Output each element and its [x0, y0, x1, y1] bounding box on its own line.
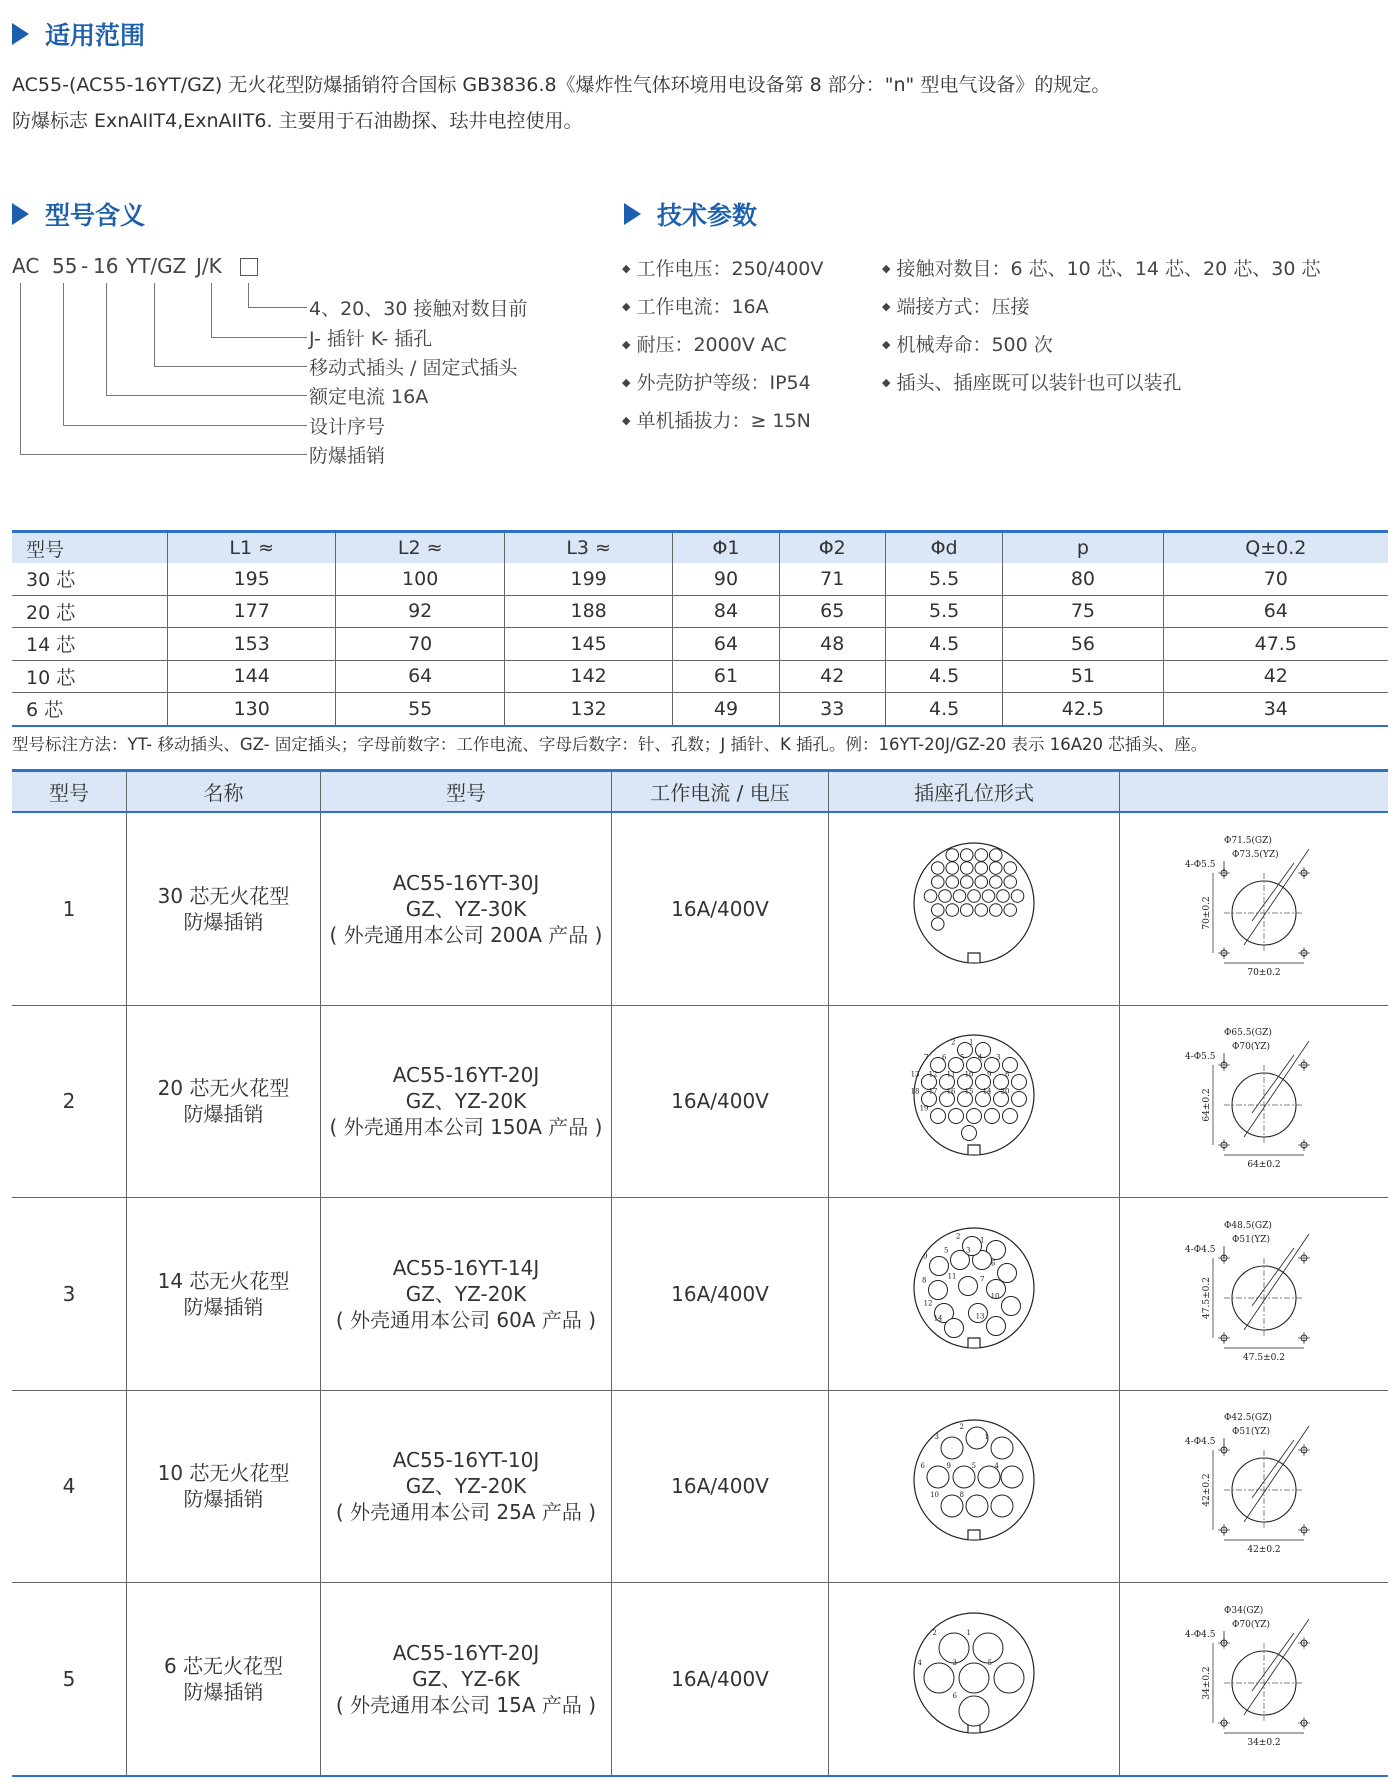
pin-hole	[991, 1495, 1013, 1517]
model-label: J- 插针 K- 插孔	[309, 328, 433, 350]
pin-hole	[975, 875, 988, 888]
table-cell: 51	[1003, 660, 1163, 693]
dimension-label: Φ51(YZ)	[1232, 1427, 1271, 1438]
dimension-label: 4-Φ4.5	[1185, 1629, 1216, 1640]
product-number: 5	[12, 1583, 127, 1776]
pin-label: 3	[996, 1053, 1001, 1062]
scope-title: 适用范围	[12, 16, 145, 52]
pin-label: 6	[920, 1462, 925, 1471]
column-header: 插座孔位形式	[829, 771, 1120, 813]
pin-hole	[959, 1696, 989, 1726]
socket-outline	[914, 843, 1034, 963]
dimension-label: Φ70(YZ)	[1232, 1619, 1271, 1630]
table-cell: 100	[336, 563, 504, 595]
table-cell: 55	[336, 693, 504, 726]
table-row	[12, 1198, 1388, 1391]
pin-hole	[968, 889, 981, 902]
pin-hole	[1002, 1296, 1021, 1315]
table-cell: 64	[336, 660, 504, 693]
code-placeholder-box	[240, 258, 258, 276]
column-header: Q±0.2	[1163, 532, 1388, 564]
dimension-table	[12, 530, 1388, 727]
pin-label: 3	[966, 1246, 971, 1255]
mounting-drawing	[1120, 812, 1389, 1005]
pin-label: 13	[975, 1312, 985, 1321]
pin-label: 18	[910, 1087, 920, 1096]
pin-label: 13	[910, 1070, 920, 1079]
diamond-bullet-icon: ◆	[882, 338, 891, 351]
pin-label: 4	[978, 1053, 983, 1062]
column-header: 型号	[12, 771, 127, 813]
socket-pin-layout	[829, 812, 1120, 1005]
socket-face-diagram	[899, 1408, 1049, 1558]
tech-param-item: ◆ 工作电流：16A	[622, 296, 769, 318]
pin-label: 9	[946, 1462, 951, 1471]
product-number: 4	[12, 1390, 127, 1583]
socket-pin-layout	[829, 1005, 1120, 1198]
table-cell: 75	[1003, 595, 1163, 628]
pin-hole	[960, 903, 973, 916]
table-row	[12, 1583, 1388, 1776]
pin-hole	[1004, 861, 1017, 874]
product-model: AC55-16YT-10J GZ、YZ-20K ( 外壳通用本公司 25A 产品 )	[321, 1390, 612, 1583]
pin-label: 4	[994, 1462, 999, 1471]
pin-hole	[931, 861, 944, 874]
socket-pin-layout	[829, 1583, 1120, 1776]
mounting-drawing	[1120, 1198, 1389, 1391]
pin-label: 2	[959, 1423, 964, 1432]
table-cell: 5.5	[885, 563, 1002, 595]
pin-label: 11	[947, 1272, 957, 1281]
pin-hole	[989, 861, 1002, 874]
model-meaning-title: 型号含义	[12, 196, 145, 232]
table-cell: 70	[1163, 563, 1388, 595]
table-cell: 42	[779, 660, 885, 693]
pin-hole	[931, 917, 944, 930]
pin-label: 2	[932, 1628, 937, 1637]
dimension-label: Φ73.5(YZ)	[1232, 849, 1279, 860]
table-cell: 142	[504, 660, 672, 693]
product-current-voltage: 16A/400V	[612, 1005, 829, 1198]
dimension-label: Φ70(YZ)	[1232, 1042, 1271, 1053]
pin-label: 5	[971, 1462, 976, 1471]
pin-hole	[1003, 1109, 1018, 1124]
model-note: 型号标注方法：YT- 移动插头、GZ- 固定插头；字母前数字：工作电流、字母后数字：针、孔数；J 插针、K 插孔。例：16YT-20J/GZ-20 表示 16A20 芯插头、座。	[12, 735, 1208, 754]
table-cell: 61	[673, 660, 779, 693]
code-16: 16	[93, 254, 119, 278]
pin-label: 9	[987, 1070, 992, 1079]
dimension-label: Φ48.5(GZ)	[1224, 1220, 1272, 1231]
table-cell: 49	[673, 693, 779, 726]
pin-label: 9	[923, 1252, 928, 1261]
pin-hole	[1012, 1075, 1027, 1090]
pin-hole	[931, 875, 944, 888]
dimension-label: Φ71.5(GZ)	[1224, 835, 1272, 846]
pin-hole	[998, 1263, 1017, 1282]
tech-param-item: ◆ 外壳防护等级：IP54	[622, 372, 811, 394]
table-cell: 14 芯	[12, 628, 168, 661]
diamond-bullet-icon: ◆	[622, 376, 631, 389]
pin-label: 5	[944, 1246, 949, 1255]
product-current-voltage: 16A/400V	[612, 1198, 829, 1391]
column-header	[1120, 771, 1389, 813]
table-cell: 130	[168, 693, 336, 726]
pin-label: 10	[990, 1292, 1000, 1301]
pin-hole	[975, 861, 988, 874]
table-header-row	[12, 771, 1388, 813]
pin-hole	[953, 889, 966, 902]
pin-label: 16	[946, 1087, 956, 1096]
pin-hole	[946, 875, 959, 888]
table-cell: 47.5	[1163, 628, 1388, 661]
pin-hole	[946, 861, 959, 874]
column-header: L1 ≈	[168, 532, 336, 564]
triangle-bullet-icon	[624, 203, 641, 225]
product-name: 20 芯无火花型 防爆插销	[127, 1005, 321, 1198]
pin-label: 10	[930, 1491, 939, 1500]
table-cell: 90	[673, 563, 779, 595]
pin-hole	[959, 1276, 978, 1295]
pin-hole	[960, 848, 973, 861]
table-cell: 195	[168, 563, 336, 595]
pin-hole	[989, 875, 1002, 888]
socket-face-diagram	[899, 1216, 1049, 1366]
code-55: 55	[52, 254, 78, 278]
pin-hole	[959, 1663, 989, 1693]
mounting-hole-diagram	[1179, 1023, 1329, 1173]
table-row	[12, 1005, 1388, 1198]
pin-hole	[946, 903, 959, 916]
pin-hole	[975, 903, 988, 916]
table-cell: 64	[1163, 595, 1388, 628]
table-cell: 188	[504, 595, 672, 628]
product-number: 1	[12, 812, 127, 1005]
dimension-label: 42±0.2	[1247, 1545, 1281, 1556]
pin-label: 12	[923, 1299, 933, 1308]
pin-label: 20	[1000, 1087, 1010, 1096]
pin-hole	[949, 1109, 964, 1124]
pin-hole	[941, 1437, 963, 1459]
dimension-label: 42±0.2	[1202, 1473, 1212, 1507]
dimension-label: 4-Φ4.5	[1185, 1437, 1216, 1448]
pin-label: 15	[964, 1087, 974, 1096]
product-name: 6 芯无火花型 防爆插销	[127, 1583, 321, 1776]
table-cell: 34	[1163, 693, 1388, 726]
pin-hole	[1012, 1092, 1027, 1107]
pin-label: 19	[919, 1104, 929, 1113]
dimension-label: 34±0.2	[1202, 1666, 1212, 1700]
dimension-label: Φ51(YZ)	[1232, 1234, 1271, 1245]
table-cell: 80	[1003, 563, 1163, 595]
tech-param-item: ◆ 端接方式：压接	[882, 296, 1030, 318]
code-j-k: J/K	[196, 254, 222, 278]
tech-param-item: ◆ 机械寿命：500 次	[882, 334, 1053, 356]
dimension-label: 4-Φ5.5	[1185, 859, 1216, 870]
diamond-bullet-icon: ◆	[882, 300, 891, 313]
table-cell: 132	[504, 693, 672, 726]
pin-label: 5	[987, 1658, 992, 1667]
tech-param-item: ◆ 单机插拔力：≥ 15N	[622, 410, 811, 432]
mounting-hole-diagram	[1179, 1408, 1329, 1558]
column-header: p	[1003, 532, 1163, 564]
pin-hole	[960, 861, 973, 874]
table-row	[12, 812, 1388, 1005]
pin-label: 10	[964, 1070, 974, 1079]
product-name: 14 芯无火花型 防爆插销	[127, 1198, 321, 1391]
column-header: Φd	[885, 532, 1002, 564]
mounting-hole-diagram	[1179, 831, 1329, 981]
pin-label: 14	[933, 1314, 943, 1323]
pin-hole	[924, 889, 937, 902]
table-cell: 10 芯	[12, 660, 168, 693]
pin-hole	[945, 1318, 964, 1337]
model-label: 设计序号	[309, 416, 386, 438]
product-table	[12, 769, 1388, 1777]
product-name: 10 芯无火花型 防爆插销	[127, 1390, 321, 1583]
tech-params-title: 技术参数	[624, 196, 757, 232]
pin-hole	[966, 1495, 988, 1517]
model-label: 防爆插销	[309, 445, 386, 467]
table-cell: 4.5	[885, 660, 1002, 693]
pin-hole	[931, 903, 944, 916]
socket-face-diagram	[899, 1023, 1049, 1173]
column-header: 名称	[127, 771, 321, 813]
diamond-bullet-icon: ◆	[622, 300, 631, 313]
code-dash: -	[81, 254, 89, 278]
pin-label: 8	[922, 1276, 927, 1285]
table-cell: 71	[779, 563, 885, 595]
pin-label: 11	[946, 1070, 956, 1079]
code-ac: AC	[12, 254, 40, 278]
pin-label: 4	[917, 1658, 922, 1667]
pin-label: 1	[980, 1236, 985, 1245]
tech-param-item: ◆ 接触对数目：6 芯、10 芯、14 芯、20 芯、30 芯	[882, 258, 1321, 280]
socket-face-diagram	[899, 1601, 1049, 1751]
table-row	[12, 660, 1388, 693]
table-row	[12, 1390, 1388, 1583]
table-cell: 199	[504, 563, 672, 595]
pin-hole	[989, 903, 1002, 916]
pin-label: 1	[984, 1433, 989, 1442]
pin-hole	[985, 1109, 1000, 1124]
model-label: 4、20、30 接触对数目前	[309, 298, 528, 320]
column-header: 型号	[12, 532, 168, 564]
product-model: AC55-16YT-14J GZ、YZ-20K ( 外壳通用本公司 60A 产品 )	[321, 1198, 612, 1391]
pin-hole	[991, 1437, 1013, 1459]
scope-line-1: AC55-(AC55-16YT/GZ) 无火花型防爆插销符合国标 GB3836.8《爆炸性气体环境用电设备第 8 部分："n" 型电气设备》的规定。	[12, 74, 1111, 96]
triangle-bullet-icon	[12, 23, 29, 45]
column-header: L2 ≈	[336, 532, 504, 564]
key-notch	[968, 1338, 980, 1347]
pin-label: 8	[1005, 1070, 1010, 1079]
pin-hole	[1001, 1466, 1023, 1488]
diamond-bullet-icon: ◆	[882, 376, 891, 389]
dimension-label: 47.5±0.2	[1202, 1276, 1212, 1319]
dimension-label: 4-Φ5.5	[1185, 1052, 1216, 1063]
pin-hole	[939, 889, 952, 902]
mounting-hole-diagram	[1179, 1216, 1329, 1366]
mounting-drawing	[1120, 1390, 1389, 1583]
pin-hole	[962, 1126, 977, 1141]
socket-face-diagram	[899, 831, 1049, 981]
table-row	[12, 595, 1388, 628]
key-notch	[968, 1530, 980, 1539]
socket-pin-layout	[829, 1390, 1120, 1583]
key-notch	[968, 953, 980, 962]
pin-hole	[924, 1663, 954, 1693]
product-current-voltage: 16A/400V	[612, 1583, 829, 1776]
pin-label: 8	[959, 1491, 964, 1500]
dimension-label: 4-Φ4.5	[1185, 1244, 1216, 1255]
pin-label: 5	[960, 1053, 965, 1062]
dimension-label: Φ34(GZ)	[1224, 1605, 1264, 1616]
column-header: L3 ≈	[504, 532, 672, 564]
pin-label: 7	[980, 1275, 985, 1284]
pin-label: 3	[934, 1433, 939, 1442]
table-cell: 177	[168, 595, 336, 628]
pin-hole	[967, 1109, 982, 1124]
mounting-drawing	[1120, 1005, 1389, 1198]
product-model: AC55-16YT-30J GZ、YZ-30K ( 外壳通用本公司 200A 产品 )	[321, 812, 612, 1005]
pin-label: 14	[982, 1087, 992, 1096]
product-model: AC55-16YT-20J GZ、YZ-20K ( 外壳通用本公司 150A 产品 )	[321, 1005, 612, 1198]
product-number: 2	[12, 1005, 127, 1198]
table-cell: 42.5	[1003, 693, 1163, 726]
mounting-drawing	[1120, 1583, 1389, 1776]
dimension-label: Φ42.5(GZ)	[1224, 1413, 1272, 1424]
table-cell: 4.5	[885, 628, 1002, 661]
code-yt-gz: YT/GZ	[126, 254, 187, 278]
key-notch	[968, 1145, 980, 1154]
dimension-label: 64±0.2	[1202, 1088, 1212, 1122]
pin-label: 2	[956, 1232, 961, 1241]
mounting-hole-diagram	[1179, 1601, 1329, 1751]
table-cell: 64	[673, 628, 779, 661]
pin-label: 6	[952, 1691, 957, 1700]
pin-hole	[929, 1280, 948, 1299]
column-header: 工作电流 / 电压	[612, 771, 829, 813]
diamond-bullet-icon: ◆	[882, 262, 891, 275]
pin-label: 6	[991, 1259, 996, 1268]
dimension-label: 70±0.2	[1247, 967, 1281, 978]
pin-label: 2	[951, 1038, 956, 1047]
table-cell: 33	[779, 693, 885, 726]
tech-param-item: ◆ 插头、插座既可以装针也可以装孔	[882, 372, 1182, 394]
pin-label: 12	[928, 1070, 938, 1079]
diamond-bullet-icon: ◆	[622, 338, 631, 351]
triangle-bullet-icon	[12, 203, 29, 225]
pin-hole	[946, 848, 959, 861]
scope-line-2: 防爆标志 ExnAIIT4,ExnAIIT6. 主要用于石油勘探、珐井电控使用。	[12, 110, 583, 132]
table-cell: 65	[779, 595, 885, 628]
product-model: AC55-16YT-20J GZ、YZ-6K ( 外壳通用本公司 15A 产品 )	[321, 1583, 612, 1776]
dimension-label: 64±0.2	[1247, 1160, 1281, 1171]
product-number: 3	[12, 1198, 127, 1391]
pin-label: 1	[969, 1038, 974, 1047]
table-cell: 92	[336, 595, 504, 628]
dimension-label: 47.5±0.2	[1243, 1352, 1285, 1363]
pin-label: 17	[928, 1087, 938, 1096]
table-cell: 84	[673, 595, 779, 628]
table-cell: 20 芯	[12, 595, 168, 628]
table-row	[12, 628, 1388, 661]
dimension-label: Φ65.5(GZ)	[1224, 1028, 1272, 1039]
dimension-label: 34±0.2	[1247, 1737, 1281, 1748]
table-row	[12, 563, 1388, 595]
model-label: 移动式插头 / 固定式插头	[309, 357, 518, 379]
table-cell: 153	[168, 628, 336, 661]
pin-hole	[930, 1256, 949, 1275]
table-cell: 145	[504, 628, 672, 661]
socket-pin-layout	[829, 1198, 1120, 1391]
table-cell: 48	[779, 628, 885, 661]
product-name: 30 芯无火花型 防爆插销	[127, 812, 321, 1005]
column-header: Φ1	[673, 532, 779, 564]
table-cell: 70	[336, 628, 504, 661]
tech-param-item: ◆ 工作电压：250/400V	[622, 258, 824, 280]
pin-hole	[960, 875, 973, 888]
tech-param-item: ◆ 耐压：2000V AC	[622, 334, 787, 356]
table-cell: 42	[1163, 660, 1388, 693]
table-cell: 5.5	[885, 595, 1002, 628]
leader-line	[20, 283, 307, 455]
table-header-row	[12, 532, 1388, 564]
table-row	[12, 693, 1388, 726]
column-header: 型号	[321, 771, 612, 813]
pin-hole	[1011, 889, 1024, 902]
pin-hole	[1004, 903, 1017, 916]
diamond-bullet-icon: ◆	[622, 414, 631, 427]
pin-hole	[989, 848, 1002, 861]
product-current-voltage: 16A/400V	[612, 812, 829, 1005]
pin-hole	[931, 1109, 946, 1124]
table-cell: 144	[168, 660, 336, 693]
pin-label: 1	[966, 1628, 971, 1637]
pin-label: 6	[942, 1053, 947, 1062]
pin-hole	[987, 1316, 1006, 1335]
table-cell: 56	[1003, 628, 1163, 661]
product-current-voltage: 16A/400V	[612, 1390, 829, 1583]
pin-label: 7	[924, 1053, 929, 1062]
pin-hole	[997, 889, 1010, 902]
pin-hole	[1004, 875, 1017, 888]
pin-hole	[982, 889, 995, 902]
pin-label: 3	[952, 1658, 957, 1667]
dimension-label: 70±0.2	[1202, 896, 1212, 930]
diamond-bullet-icon: ◆	[622, 262, 631, 275]
table-cell: 4.5	[885, 693, 1002, 726]
table-cell: 30 芯	[26, 569, 76, 592]
column-header: Φ2	[779, 532, 885, 564]
pin-hole	[994, 1663, 1024, 1693]
model-label: 额定电流 16A	[309, 386, 429, 408]
table-cell: 6 芯	[12, 693, 168, 726]
pin-hole	[975, 848, 988, 861]
